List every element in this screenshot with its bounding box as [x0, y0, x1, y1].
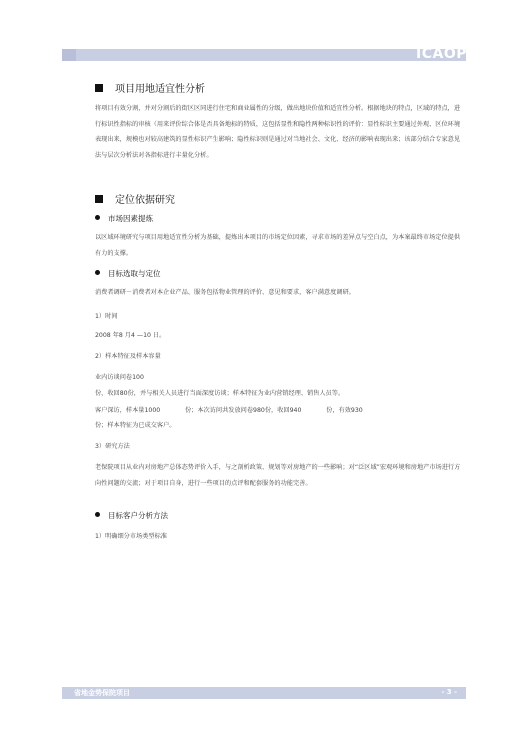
header-brand: ICAOP: [416, 46, 467, 62]
section-title: 定位依据研究: [115, 195, 175, 206]
square-bullet-icon: [95, 84, 103, 92]
list-item-body: 份；样本特征为已成交客户。: [95, 422, 176, 429]
subheading-text: 市场因素提炼: [108, 214, 153, 223]
section-heading-1: [95, 80, 205, 95]
paragraph: 老保院项目从业内对房地产总体态势评价入手，与之剖析政策、规划等对房地产的一些影响；对“泛区域”宏观环境和房地产市场进行方向性问题的交流；对于项目自身，进行一些项目的点评和配套服务的功能完善。: [95, 464, 461, 487]
round-bullet-icon: [95, 270, 100, 275]
list-item-body: 份，收回80份，并与相关人员进行当面深度访谈；样本特征为业内营销经理、销售人员等。: [95, 390, 345, 397]
round-bullet-icon: [95, 512, 100, 517]
list-item-body: 客户深访，样本量1000 份；本次访问共发放问卷980份，收回940 份，有效930: [95, 407, 363, 414]
square-bullet-icon: [95, 195, 103, 203]
section-heading-2: [95, 191, 175, 206]
section-paragraph: 将项目有效分割，并对分割后的街区区同进行住宅和商业属性的分级，做出地块价值和适宜性分析。根据地块的特点，区域的特点，进行标识性指标的审核（用来评价综合体是否具备地标的特质，这包括显性和隐性两种标识性的评价：显性标识主要通过外观、区位环境表现出来，规模也对较高建筑的显性标识产生影响；隐性标识则是通过对当地社会、文化、经济的影响表现出来；该部分结合专家意见法与层次分析法对各指标进行丰量化分析。: [95, 105, 461, 159]
paragraph: 以区域环境研究与项目用地适宜性分析为基础，提炼出本项目的市场定位因素，寻求市场的差异点与空白点，为本案最终市场定位提供有力的支撑。: [95, 234, 461, 257]
subheading-text: 目标客户分析方法: [108, 511, 168, 520]
list-item-label: 2）样本特征及样本容量: [95, 353, 161, 360]
list-item-body: 2008 年8 月4 —10 日。: [95, 332, 166, 339]
subheading: [95, 213, 153, 224]
paragraph: 消费者调研－消费者对本企业产品、服务包括物业管理的评价、意见和要求，客户满意度调研。: [95, 289, 355, 296]
footer-project-name: 省地金势保院项目: [74, 689, 130, 697]
list-item-label: 1）时间: [95, 313, 118, 320]
round-bullet-icon: [95, 215, 100, 220]
list-item-body: 业内访谈问卷100: [95, 374, 144, 381]
list-item-label: 3）研究方法: [95, 443, 130, 450]
subheading: [95, 510, 168, 521]
section-title: 项目用地适宜性分析: [115, 84, 205, 95]
subheading-text: 目标选取与定位: [108, 269, 161, 278]
subheading: [95, 268, 161, 279]
list-item-label: 1）明确细分市场类型标准: [95, 533, 167, 540]
header-bar: [62, 49, 466, 61]
footer-page-number: - 3 -: [441, 688, 457, 696]
header-accent-block: [62, 49, 76, 61]
